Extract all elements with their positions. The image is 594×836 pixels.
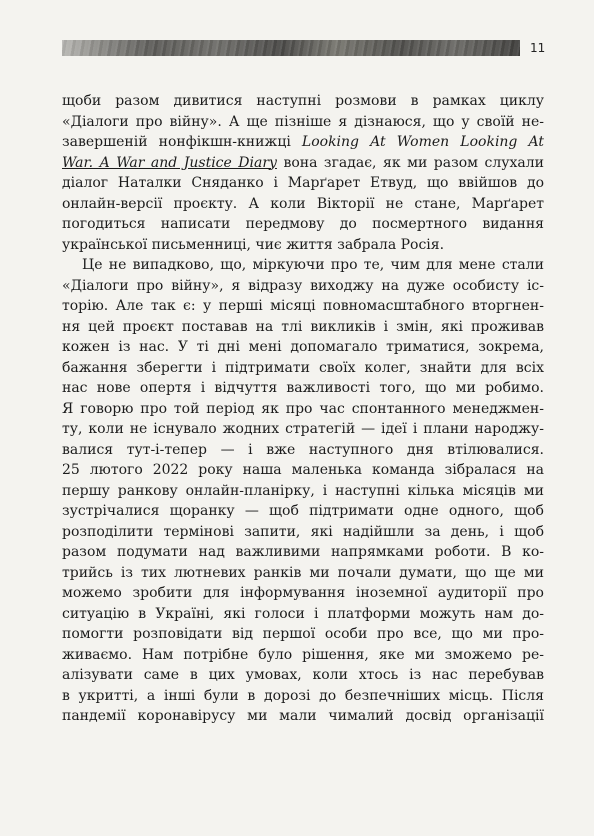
text-line: валися тут-і-тепер — і вже наступного дня втілювалися. [62, 441, 544, 458]
text-line: ту, коли не існувало жодних стратегій — ідеї і плани народжу- [62, 421, 544, 437]
text-line: нас нове опертя і відчуття важливості того, що ми робимо. [62, 380, 544, 396]
text-line: «Діалоги про війну», я відразу виходжу на дуже особисту іс- [62, 277, 544, 294]
text-line: трийсь із тих лютневих ранків ми почали думати, що ще ми [62, 564, 544, 581]
book-title-underlined: War. A War and Justice Diary [62, 154, 277, 171]
text-line: в укритті, а інші були в дорозі до безпечніших місць. Після [62, 687, 544, 704]
text-fragment: завершеній нонфікшн-книжці [62, 134, 302, 150]
book-title-fragment [62, 155, 277, 171]
text-line: можемо зробити для інформування іноземної аудиторії про [62, 585, 544, 601]
text-line: діалог Наталки Сняданко і Марґарет Етвуд, що ввійшов до [62, 175, 544, 191]
book-title-fragment: Looking At Women Looking At [301, 134, 544, 150]
text-line: української письменниці, чиє життя забрала Росія. [62, 236, 445, 253]
text-fragment: вона згадає, як ми разом слухали [276, 154, 544, 171]
text-line [62, 132, 544, 153]
text-line: бажання зберегти і підтримати своїх колег, знайти для всіх [62, 359, 544, 376]
body-text [62, 91, 544, 727]
text-line: 25 лютого 2022 року наша маленька команда зібралася на [62, 462, 544, 478]
text-line: першу ранкову онлайн-планірку, і наступні кілька місяців ми [62, 482, 544, 499]
text-line: ня цей проєкт поставав на тлі викликів і змін, які проживав [62, 318, 544, 335]
text-line: живаємо. Нам потрібне було рішення, яке ми зможемо ре- [62, 646, 544, 663]
text-line: помогти розповідати від першої особи про все, що ми про- [62, 626, 544, 642]
text-line: Я говорю про той період як про час спонтанного менеджмен- [62, 400, 544, 417]
text-line: алізувати саме в цих умовах, коли хтось із нас перебував [62, 667, 544, 683]
text-line: зустрічалися щоранку — щоб підтримати одне одного, щоб [62, 503, 544, 519]
text-line: онлайн-версії проєкту. А коли Вікторії не стане, Марґарет [62, 195, 544, 212]
text-line: разом подумати над важливими напрямками роботи. В ко- [62, 544, 544, 560]
header-band [62, 40, 520, 56]
text-line: ситуацію в Україні, які голоси і платформи можуть нам до- [62, 605, 544, 622]
text-line: погодиться написати передмову до посмертного видання [62, 216, 544, 232]
page-number: 11 [530, 41, 546, 55]
text-line: кожен із нас. У ті дні мені допомагало триматися, зокрема, [62, 339, 544, 355]
text-line: торію. Але так є: у перші місяці повномасштабного вторгнен- [62, 298, 544, 314]
text-line: пандемії коронавірусу ми мали чималий досвід організації [62, 708, 544, 724]
text-line: розподілити термінові запити, які надійшли за день, і щоб [62, 523, 544, 540]
text-line: «Діалоги про війну». А ще пізніше я дізнаюся, що у своїй не- [62, 113, 544, 130]
text-line: Це не випадково, що, міркуючи про те, чим для мене стали [82, 257, 544, 273]
text-line [62, 153, 544, 174]
text-line: щоби разом дивитися наступні розмови в рамках циклу [62, 93, 544, 109]
